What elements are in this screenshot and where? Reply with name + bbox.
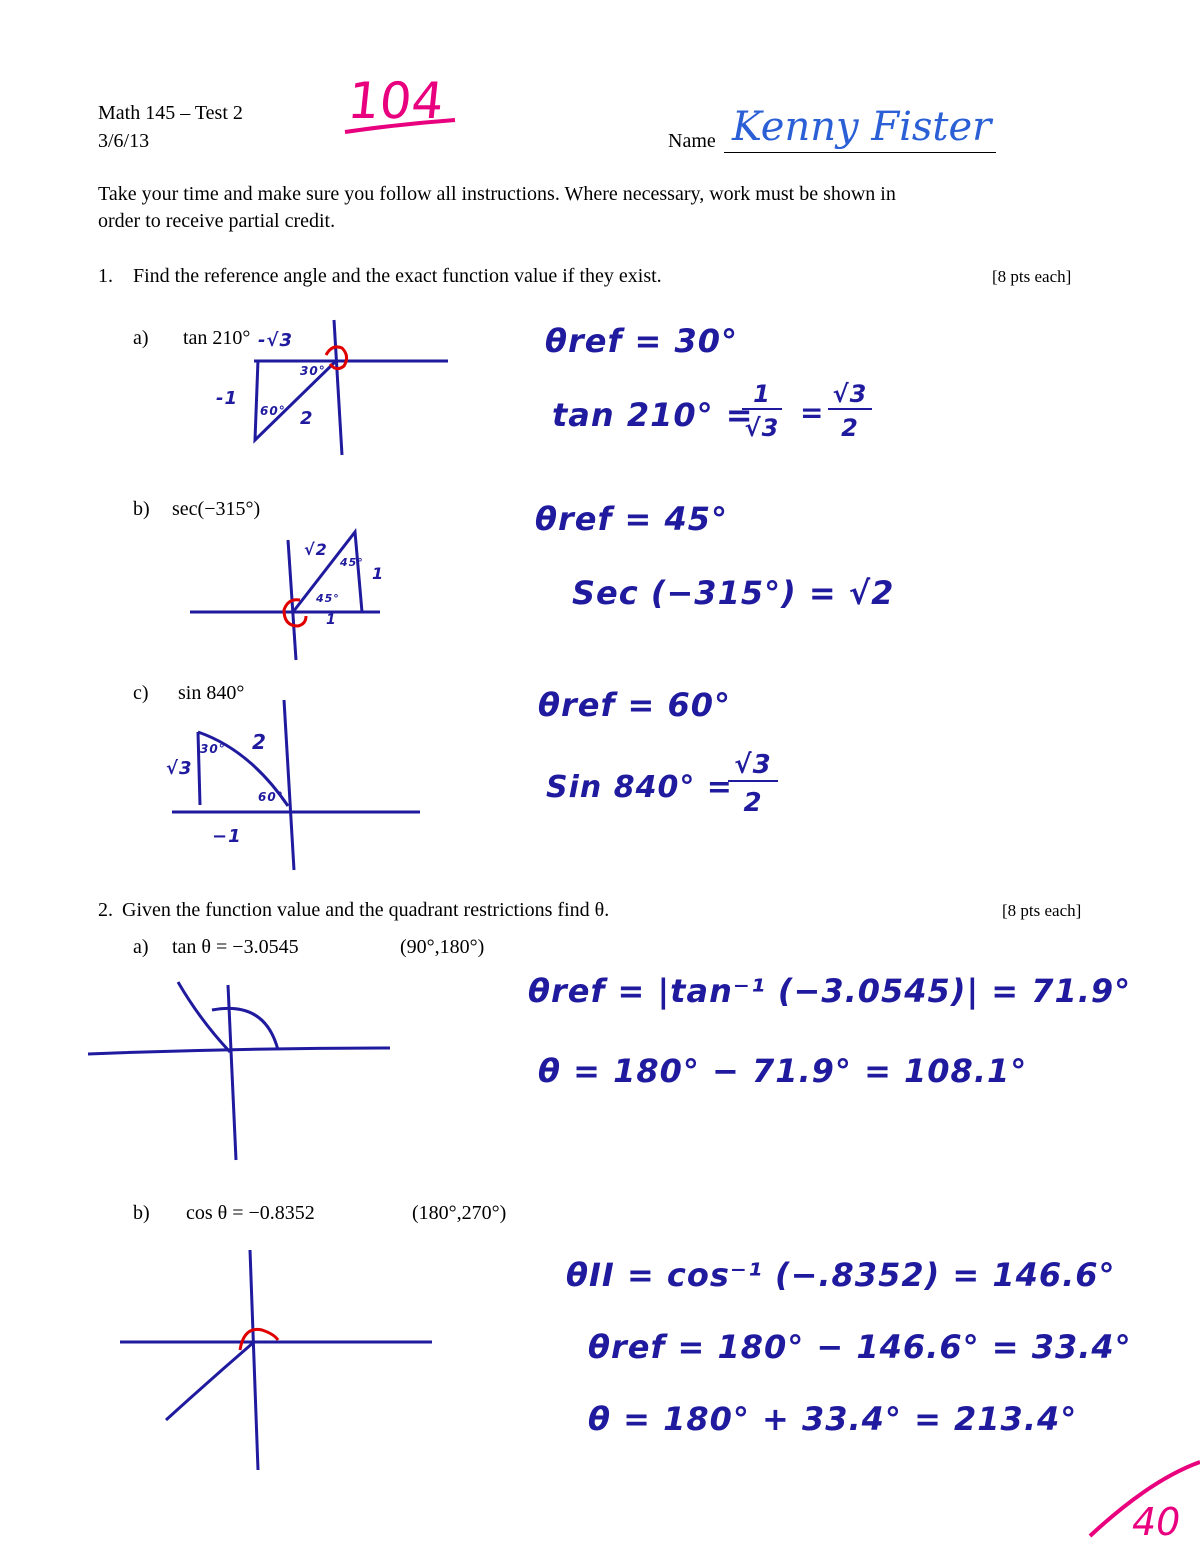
q1a-answer-num: 1 [742,380,782,410]
q1b-sketch [190,532,380,660]
q2b-answer-ref: θref = 180° − 146.6° = 33.4° [588,1328,1132,1366]
q1a-answer-den2: 2 [841,414,859,442]
total-score: 104 [344,72,447,130]
q1b-sketch-base: 1 [326,612,337,628]
q1b-sketch-side: 1 [372,564,385,583]
q1-prompt: Find the reference angle and the exact function value if they exist. [133,265,662,287]
q1a-answer-den: √3 [744,414,780,442]
q1b-answer-ref: θref = 45° [535,500,729,538]
q1c-sketch-adj: −1 [212,826,242,847]
q2a-interval: (90°,180°) [400,936,485,958]
name-label: Name [668,130,716,152]
q1c-expression: sin 840° [178,682,245,704]
test-date: 3/6/13 [98,130,150,152]
q1b-sketch-ang2: 45° [316,592,340,605]
q1a-sketch-ang2: 60° [260,404,286,418]
q1c-answer-den: 2 [743,788,763,818]
q2b-answer-q2: θII = cos⁻¹ (−.8352) = 146.6° [566,1256,1116,1294]
q2-prompt: Given the function value and the quadrant restrictions find θ. [122,899,610,921]
q1-number: 1. [98,265,113,287]
q1a-label: a) [133,327,149,349]
q2b-expression: cos θ = −0.8352 [186,1202,315,1224]
course-title: Math 145 – Test 2 [98,102,243,124]
score-underline [345,120,455,132]
instructions-line1: Take your time and make sure you follow all instructions. Where necessary, work must be shown in [98,183,896,205]
q2a-sketch [88,982,390,1160]
q1c-sketch-ang2: 60° [258,790,284,804]
q2-points: [8 pts each] [1002,901,1082,920]
instructions-line2: order to receive partial credit. [98,210,336,232]
q1c-answer-num: √3 [728,750,778,782]
q1c-sketch-opp: √3 [166,758,193,779]
q1c-answer-ref: θref = 60° [538,686,732,724]
q2-number: 2. [98,899,113,921]
q1a-sketch-hyp: 2 [300,408,314,429]
q1a-sketch-adj: -1 [216,388,238,409]
q1c-sketch [172,700,420,870]
q2b-sketch [120,1250,432,1470]
q2a-expression: tan θ = −3.0545 [172,936,299,958]
q2a-label: a) [133,936,149,958]
q1b-expression: sec(−315°) [172,498,261,520]
q1c-sketch-hyp: 2 [252,730,267,754]
student-name-signature: Kenny Fister [732,104,992,150]
q2b-label: b) [133,1202,150,1224]
q2b-interval: (180°,270°) [412,1202,507,1224]
q1b-sketch-opp: √2 [304,540,328,559]
q2a-answer-ref: θref = |tan⁻¹ (−3.0545)| = 71.9° [528,972,1132,1010]
q1a-sketch-ang1: 30° [300,364,326,378]
q1c-sketch-ang1: 30° [200,742,226,756]
q1a-answer-num2: √3 [828,380,872,410]
q1c-answer-left: Sin 840° = [546,770,733,805]
q2b-angle-mark [240,1329,278,1350]
q1b-answer-value: Sec (−315°) = √2 [572,574,895,612]
q1a-answer-left: tan 210° = [552,396,754,434]
q2b-answer-theta: θ = 180° + 33.4° = 213.4° [588,1400,1078,1438]
q1b-sketch-ang1: 45° [340,556,364,569]
q1-points: [8 pts each] [992,267,1072,286]
q1c-label: c) [133,682,149,704]
q2a-answer-theta: θ = 180° − 71.9° = 108.1° [538,1052,1028,1090]
q1a-sketch-opp: -√3 [258,330,294,351]
q1a-expression: tan 210° [183,327,251,349]
q1a-answer-eq: = [800,396,825,429]
q1a-answer-ref: θref = 30° [545,322,739,360]
page-score: 40 [1132,1500,1181,1544]
q1b-label: b) [133,498,150,520]
